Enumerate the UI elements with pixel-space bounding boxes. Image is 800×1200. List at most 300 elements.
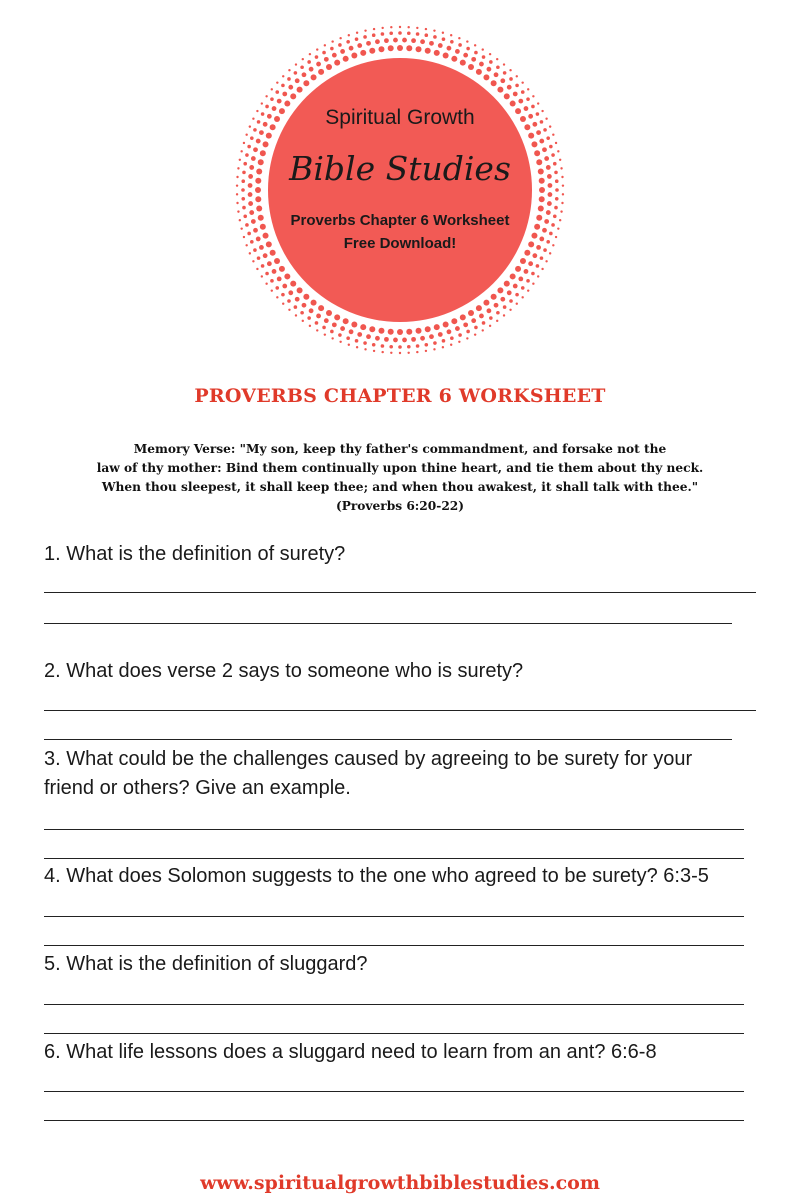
logo-dot	[487, 67, 492, 72]
logo-dot	[315, 55, 319, 59]
question-2: 2. What does verse 2 says to someone who is surety?	[44, 660, 524, 682]
logo-dot	[411, 337, 416, 342]
logo-dot	[249, 210, 254, 215]
logo-dot	[381, 27, 383, 29]
logo-dot	[256, 139, 261, 144]
logo-dot	[343, 318, 349, 324]
logo-dot	[270, 250, 276, 256]
logo-dot	[483, 300, 489, 306]
logo-dot	[532, 282, 534, 284]
logo-dot	[524, 124, 530, 130]
logo-dot	[249, 165, 254, 170]
logo-dot	[471, 57, 476, 62]
logo-dot	[504, 93, 510, 99]
logo-dot	[503, 305, 507, 309]
logo-dot	[242, 171, 246, 175]
logo-dot	[263, 233, 269, 239]
logo-dot	[474, 51, 478, 55]
answer-line[interactable]	[44, 829, 744, 830]
logo-dot	[425, 350, 427, 352]
logo-dot	[416, 351, 418, 353]
logo-dot	[555, 236, 557, 238]
logo-dot	[546, 165, 551, 170]
question-1: 1. What is the definition of surety?	[44, 543, 346, 565]
logo-dot	[274, 116, 280, 122]
logo-dot	[447, 46, 452, 51]
logo-dot	[311, 300, 317, 306]
logo-dot	[504, 281, 510, 287]
logo-dot	[281, 293, 285, 297]
logo-dot	[482, 55, 486, 59]
logo-dot	[496, 58, 498, 60]
logo-dot	[551, 223, 555, 227]
logo-dot	[241, 179, 245, 183]
logo-dot	[520, 258, 526, 264]
logo-dot	[548, 183, 553, 188]
logo-dot	[438, 332, 443, 337]
logo-dot	[536, 264, 540, 268]
logo-dot	[541, 268, 543, 270]
logo-dot	[555, 197, 559, 201]
answer-line[interactable]	[44, 710, 756, 711]
logo-dot	[554, 171, 558, 175]
logo-dot	[443, 53, 449, 59]
logo-dot	[384, 337, 389, 342]
logo-dot	[482, 48, 484, 50]
logo-dot	[516, 303, 518, 305]
logo-dot	[282, 92, 287, 97]
logo-dot	[460, 60, 466, 66]
logo-dot	[252, 118, 254, 120]
logo-dot	[343, 56, 349, 62]
logo-dot	[282, 303, 284, 305]
logo-dot	[538, 206, 544, 212]
logo-dot	[551, 153, 555, 157]
logo-dot	[434, 324, 440, 330]
logo-dot	[366, 41, 371, 46]
logo-dot	[295, 314, 297, 316]
logo-dot	[547, 174, 552, 179]
logo-dot	[249, 125, 251, 127]
logo-dot	[258, 159, 264, 165]
logo-dot	[549, 252, 551, 254]
answer-line[interactable]	[44, 1120, 744, 1121]
logo-dot	[390, 26, 392, 28]
logo-line1: Spiritual Growth	[325, 106, 475, 129]
logo-dot	[369, 48, 375, 54]
logo-dot	[239, 159, 241, 161]
logo-dot	[263, 253, 268, 258]
logo-dot	[553, 162, 557, 166]
logo-dot	[253, 248, 257, 252]
logo-dot	[349, 329, 354, 334]
logo-dot	[324, 44, 326, 46]
logo-dot	[252, 260, 254, 262]
logo-dot	[552, 134, 554, 136]
logo-dot	[290, 93, 296, 99]
logo-dot	[455, 326, 460, 331]
logo-dot	[331, 40, 333, 42]
logo-dot	[261, 102, 263, 104]
logo-dot	[425, 343, 429, 347]
logo-dot	[466, 40, 468, 42]
logo-dot	[266, 241, 272, 247]
logo-dot	[241, 197, 245, 201]
logo-dot	[257, 120, 261, 124]
logo-dot	[270, 124, 276, 130]
logo-dot	[381, 351, 383, 353]
logo-dot	[491, 80, 497, 86]
logo-dot	[237, 210, 239, 212]
logo-dot	[255, 187, 261, 193]
logo-dot	[272, 106, 277, 111]
logo-dot	[548, 192, 553, 197]
logo-dot	[474, 333, 476, 335]
memory-verse-line: Memory Verse: "My son, keep thy father's commandment, and forsake not the	[133, 442, 667, 456]
logo-dot	[284, 101, 290, 107]
logo-dot	[322, 51, 326, 55]
logo-dot	[546, 240, 550, 244]
logo-dot	[251, 219, 256, 224]
logo-dot	[407, 26, 409, 28]
logo-dot	[520, 116, 526, 122]
logo-dot	[302, 72, 307, 77]
logo-dot	[433, 29, 435, 31]
logo-dot	[261, 112, 265, 116]
logo-dot	[532, 253, 537, 258]
logo-dot	[545, 118, 547, 120]
logo-dot	[287, 77, 291, 81]
logo-dot	[261, 275, 263, 277]
logo-dot	[528, 114, 533, 119]
logo-dot	[236, 184, 238, 186]
logo-dot	[326, 64, 332, 70]
logo-dot	[307, 60, 311, 64]
logo-line2: Bible Studies	[289, 149, 511, 188]
logo-dot	[311, 74, 317, 80]
logo-dot	[309, 53, 311, 55]
logo-dot	[270, 97, 274, 101]
logo-line4: Free Download!	[343, 235, 457, 252]
logo-dot	[300, 65, 304, 69]
logo-dot	[510, 101, 516, 107]
logo-dot	[393, 338, 398, 343]
logo-dot	[243, 162, 247, 166]
logo-dot	[302, 303, 307, 308]
logo-dot	[258, 215, 264, 221]
logo-dot	[561, 202, 563, 204]
logo-dot	[393, 38, 398, 43]
logo-dot	[534, 224, 540, 230]
logo-dot	[349, 46, 354, 51]
logo-dot	[429, 41, 434, 46]
logo-dot	[468, 64, 474, 70]
logo	[230, 20, 570, 360]
logo-dot	[355, 339, 359, 343]
logo-dot	[503, 63, 505, 65]
logo-dot	[251, 156, 256, 161]
logo-dot	[303, 80, 309, 86]
logo-dot	[562, 184, 564, 186]
logo-dot	[363, 341, 367, 345]
logo-dot	[521, 296, 523, 298]
logo-dot	[309, 308, 314, 313]
logo-dot	[236, 202, 238, 204]
logo-dot	[500, 78, 505, 83]
logo-dot	[357, 43, 362, 48]
logo-dot	[466, 47, 470, 51]
logo-dot	[277, 99, 282, 104]
logo-dot	[559, 219, 561, 221]
logo-dot	[297, 287, 303, 293]
answer-line[interactable]	[44, 1033, 744, 1034]
logo-dot	[451, 56, 457, 62]
logo-dot	[271, 289, 273, 291]
logo-dot	[531, 105, 535, 109]
logo-dot	[372, 33, 376, 37]
logo-dot	[425, 28, 427, 30]
logo-dot	[420, 336, 425, 341]
logo-dot	[476, 69, 482, 75]
logo-dot	[555, 179, 559, 183]
logo-dot	[247, 145, 251, 149]
logo-dot	[510, 273, 516, 279]
logo-dot	[560, 167, 562, 169]
logo-dot	[348, 34, 350, 36]
logo-dot	[248, 183, 253, 188]
logo-dot	[302, 58, 304, 60]
memory-verse-reference: (Proverbs 6:20-22)	[335, 499, 465, 513]
logo-dot	[288, 69, 290, 71]
logo-dot	[357, 332, 362, 337]
logo-dot	[433, 35, 437, 39]
logo-dot	[340, 326, 345, 331]
answer-line[interactable]	[44, 1091, 744, 1092]
logo-dot	[397, 45, 403, 51]
logo-dot	[295, 78, 300, 83]
logo-dot	[247, 232, 251, 236]
logo-dot	[322, 326, 326, 330]
logo-dot	[513, 92, 518, 97]
logo-dot	[416, 32, 420, 36]
answer-line[interactable]	[44, 945, 744, 946]
logo-dot	[236, 176, 238, 178]
logo-dot	[378, 328, 384, 334]
logo-dot	[316, 314, 321, 319]
logo-dot	[381, 32, 385, 36]
logo-dot	[496, 65, 500, 69]
answer-line[interactable]	[44, 916, 744, 917]
logo-dot	[515, 266, 521, 272]
logo-dot	[450, 34, 452, 36]
logo-dot	[463, 53, 468, 58]
logo-dot	[253, 228, 258, 233]
logo-dot	[549, 125, 551, 127]
logo-dot	[398, 31, 402, 35]
logo-dot	[245, 153, 249, 157]
logo-dot	[256, 268, 258, 270]
logo-dot	[544, 156, 549, 161]
logo-dot	[250, 136, 254, 140]
logo-dot	[267, 114, 272, 119]
logo-dot	[487, 308, 492, 313]
website-link[interactable]: www.spiritualgrowthbiblestudies.com	[200, 1172, 600, 1194]
logo-dot	[260, 150, 266, 156]
logo-dot	[527, 289, 529, 291]
logo-dot	[474, 326, 478, 330]
logo-dot	[282, 75, 284, 77]
logo-dot	[468, 310, 474, 316]
answer-line[interactable]	[44, 592, 756, 593]
logo-dot	[288, 290, 293, 295]
logo-dot	[284, 273, 290, 279]
logo-dot	[309, 67, 314, 72]
logo-dot	[355, 37, 359, 41]
logo-dot	[521, 286, 525, 290]
logo-dot	[241, 188, 245, 192]
logo-dot	[381, 344, 385, 348]
logo-dot	[497, 87, 503, 93]
logo-dot	[240, 227, 242, 229]
logo-dot	[474, 44, 476, 46]
logo-dot	[402, 338, 407, 343]
logo-dot	[253, 128, 257, 132]
logo-dot	[447, 329, 452, 334]
logo-dot	[455, 49, 460, 54]
logo-dot	[537, 275, 539, 277]
logo-dot	[425, 326, 431, 332]
logo-dot	[272, 269, 277, 274]
logo-dot	[372, 343, 376, 347]
logo-dot	[518, 99, 523, 104]
logo-dot	[521, 81, 523, 83]
logo-dot	[397, 329, 403, 335]
logo-dot	[373, 28, 375, 30]
logo-dot	[450, 40, 454, 44]
logo-dot	[524, 106, 529, 111]
logo-dot	[443, 321, 449, 327]
logo-dot	[378, 46, 384, 52]
answer-line[interactable]	[44, 623, 732, 624]
logo-dot	[516, 75, 518, 77]
logo-dot	[236, 193, 238, 195]
logo-dot	[458, 37, 460, 39]
answer-line[interactable]	[44, 739, 732, 740]
logo-dot	[509, 299, 513, 303]
logo-dot	[331, 337, 333, 339]
logo-dot	[259, 130, 264, 135]
logo-dot	[518, 277, 523, 282]
logo-dot	[547, 201, 552, 206]
logo-dot	[539, 237, 544, 242]
logo-dot	[248, 174, 253, 179]
worksheet-title: PROVERBS CHAPTER 6 WORKSHEET	[194, 385, 606, 407]
logo-dot	[279, 266, 285, 272]
logo-dot	[546, 210, 551, 215]
logo-dot	[406, 45, 412, 51]
logo-dot	[243, 215, 247, 219]
logo-dot	[531, 272, 535, 276]
logo-dot	[265, 272, 269, 276]
answer-line[interactable]	[44, 858, 744, 859]
logo-dot	[442, 37, 446, 41]
logo-dot	[528, 133, 534, 139]
answer-line[interactable]	[44, 1004, 744, 1005]
logo-dot	[534, 150, 540, 156]
logo-dot	[389, 31, 393, 35]
logo-dot	[351, 321, 357, 327]
logo-dot	[348, 344, 350, 346]
logo-dot	[536, 130, 541, 135]
logo-dot	[438, 43, 443, 48]
logo-dot	[239, 219, 241, 221]
logo-dot	[356, 346, 358, 348]
logo-dot	[360, 50, 366, 56]
logo-dot	[316, 329, 318, 331]
logo-dot	[276, 81, 278, 83]
logo-dot	[503, 71, 507, 75]
logo-dot	[375, 336, 380, 341]
logo-dot	[466, 330, 470, 334]
question-4: 4. What does Solomon suggests to the one who agreed to be surety? 6:3-5	[44, 865, 709, 887]
logo-dot	[411, 38, 416, 43]
logo-dot	[265, 282, 267, 284]
logo-circle	[268, 58, 532, 322]
logo-dot	[240, 150, 242, 152]
logo-dot	[334, 314, 340, 320]
logo-dot	[442, 346, 444, 348]
logo-dot	[390, 352, 392, 354]
question-5: 5. What is the definition of sluggard?	[44, 953, 368, 975]
logo-dot	[536, 245, 541, 250]
logo-dot	[281, 84, 285, 88]
logo-dot	[338, 43, 342, 47]
logo-dot	[406, 329, 412, 335]
logo-dot	[364, 348, 366, 350]
logo-dot	[389, 345, 393, 349]
logo-dot	[257, 256, 261, 260]
logo-dot	[407, 31, 411, 35]
logo-dot	[384, 38, 389, 43]
logo-dot	[294, 71, 298, 75]
logo-dot	[398, 345, 402, 349]
logo-dot	[526, 279, 530, 283]
logo-dot	[546, 136, 550, 140]
logo-dot	[450, 344, 452, 346]
memory-verse-line: law of thy mother: Bind them continually upon thine heart, and tie them about thy neck.	[96, 461, 704, 475]
logo-dot	[416, 27, 418, 29]
logo-dot	[255, 178, 261, 184]
logo-dot	[542, 228, 547, 233]
logo-dot	[249, 252, 251, 254]
logo-dot	[526, 97, 530, 101]
logo-dot	[541, 110, 543, 112]
logo-dot	[399, 26, 401, 28]
logo-dot	[315, 321, 319, 325]
logo-dot	[363, 35, 367, 39]
logo-dot	[509, 77, 513, 81]
logo-dot	[476, 305, 482, 311]
logo-dot	[458, 333, 462, 337]
logo-dot	[555, 188, 559, 192]
logo-dot	[545, 260, 547, 262]
logo-dot	[307, 316, 311, 320]
logo-dot	[261, 264, 265, 268]
logo-dot	[491, 294, 497, 300]
logo-dot	[340, 49, 345, 54]
logo-dot	[543, 128, 547, 132]
logo-dot	[375, 39, 380, 44]
